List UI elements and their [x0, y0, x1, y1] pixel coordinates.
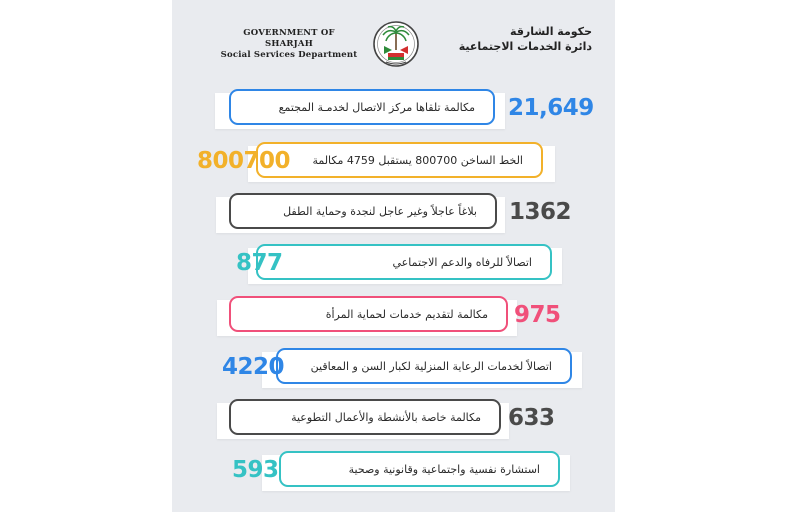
stat-value: 21,649 — [508, 95, 594, 121]
stat-card — [256, 142, 543, 178]
stat-item — [0, 451, 787, 491]
stat-item — [0, 244, 787, 284]
stat-label: الخط الساخن 800700 يستقبل 4759 مكالمة — [312, 153, 523, 167]
english-government-title: GOVERNMENT OF SHARJAH — [243, 28, 335, 49]
stat-value: 593 — [232, 457, 279, 483]
stat-card — [279, 451, 560, 487]
stat-item — [0, 296, 787, 336]
arabic-department-name — [442, 24, 592, 54]
stat-label: اتصالاً للرفاه والدعم الاجتماعي — [392, 255, 532, 269]
stat-label: مكالمة لتقديم خدمات لحماية المرأة — [325, 307, 488, 321]
stat-value: 877 — [236, 250, 283, 276]
stat-card — [256, 244, 552, 280]
stat-item — [0, 399, 787, 439]
english-department-name — [219, 28, 359, 61]
stat-card — [229, 89, 495, 125]
stat-value: 975 — [514, 302, 561, 328]
stat-card — [276, 348, 572, 384]
stat-value: 1362 — [509, 199, 572, 225]
stat-card — [229, 399, 501, 435]
stat-label: اتصالاً لخدمات الرعاية المنزلية لكبار السن و المعاقين — [310, 359, 552, 373]
stat-value: 800700 — [197, 148, 291, 174]
arabic-department-title: دائرة الخدمات الاجتماعية — [458, 40, 592, 53]
stat-card — [229, 193, 497, 229]
arabic-government-title: حكومة الشارقة — [510, 25, 592, 38]
stat-card — [229, 296, 508, 332]
stat-item — [0, 348, 787, 388]
sharjah-emblem-icon — [371, 16, 421, 72]
english-department-title: Social Services Department — [220, 50, 358, 60]
stat-value: 4220 — [222, 354, 285, 380]
stat-label: استشارة نفسية واجتماعية وقانونية وصحية — [348, 462, 540, 476]
stat-item — [0, 89, 787, 129]
stat-label: بلاغاً عاجلاً وغير عاجل لنجدة وحماية الطفل — [283, 204, 477, 218]
stat-label: مكالمة تلقاها مركز الاتصال لخدمـة المجتمع — [278, 100, 475, 114]
stat-label: مكالمة خاصة بالأنشطة والأعمال التطوعية — [291, 410, 481, 424]
stat-item — [0, 142, 787, 182]
stat-value: 633 — [508, 405, 555, 431]
stat-item — [0, 193, 787, 233]
header — [172, 14, 615, 74]
